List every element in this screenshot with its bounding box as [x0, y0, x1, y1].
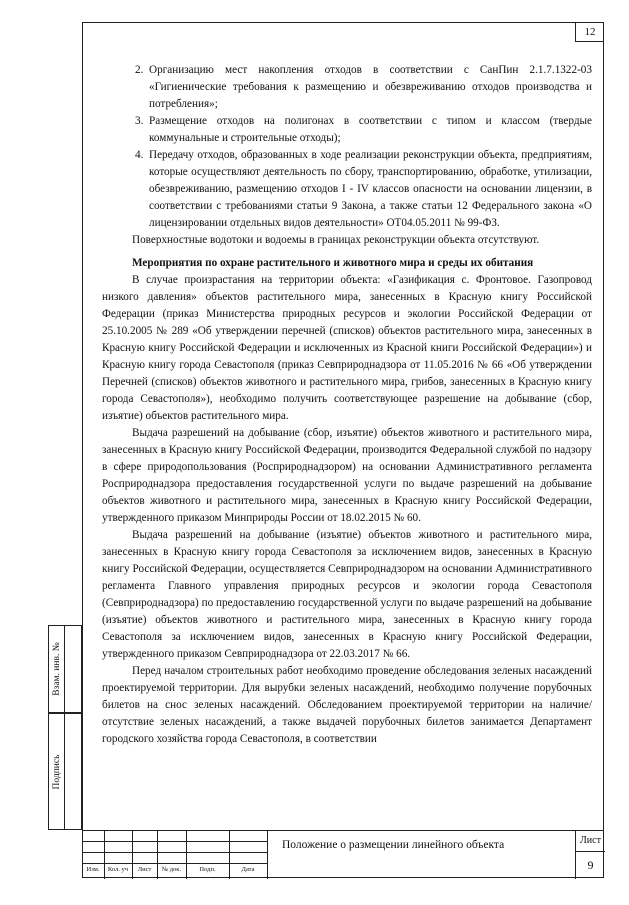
list-item: 3. Размещение отходов на полигонах в соответствии с типом и классом (твердые коммунальные и строительные отходы); [135, 115, 592, 144]
list-item: 4. Передачу отходов, образованных в ходе реализации реконструкции объекта, предприятиям, которые осуществляют деятельность по сбору, транспортированию, обработке, утилизации, обезвреживанию, размещению отходов I - IV классов опасности на основании лицензии, в соответствии с требованиями статьи 9 Закона, а также статьи 12 Федерального закона «О лицензировании отдельных видов деятельности» ОТ04.05.2011 № 99-ФЗ. [135, 149, 592, 229]
title-block [82, 830, 604, 879]
stamp-signature: Подпись [48, 713, 82, 830]
paragraph: В случае произрастания на территории объекта: «Газификация с. Фронтовое. Газопровод низкого давления» объектов растительного мира, занесенных в Красную книгу Российской Федерации (приказ Министерства природных ресурсов и экологии Российской Федерации от 25.10.2005 № 289 «Об утверждении перечней (списков) объектов растительного мира, занесенных в Красную книгу Российской Федерации и исключенных из Красной книги Российской Федерации») и Красную книгу города Севастополя (приказ Севприроднадзора от 11.05.2016 № 66 «Об утверждении Перечней (списков) объектов животного и растительного мира, грибов, занесенных в Красную книгу города Севастополя»), необходимо получить соответствующее разрешение на добывание (сбор, изъятие) объектов растительного мира. [102, 274, 592, 422]
paragraph: Выдача разрешений на добывание (сбор, изъятие) объектов животного и растительного мира, занесенных в Красную книгу Российской Федерации, производится Федеральной службой по надзору в сфере природопользования (Росприроднадзором) на основании Административного регламента Росприроднадзора предоставления государственной услуги по выдаче разрешений на добывание объектов животного и растительного мира, занесенных в Красную книгу Российской Федерации, утвержденного приказом Минприроды России от 18.02.2015 № 60. [102, 427, 592, 524]
stamp-inv-number: Взам. инв. № [48, 625, 82, 713]
sheet-cell: Лист 9 [575, 831, 605, 879]
document-body [102, 62, 592, 748]
sheet-number: 9 [587, 858, 594, 872]
revision-grid: Изм. Кол. уч Лист № док. Подп. Дата [82, 831, 268, 879]
paragraph-water: Поверхностные водотоки и водоемы в границах реконструкции объекта отсутствуют. [132, 234, 540, 246]
list-item: 2. Организацию мест накопления отходов в соответствии с СанПин 2.1.7.1322-03 «Гигиенические требования к размещению и обезвреживанию отходов производства и потребления»; [135, 64, 592, 110]
section-heading: Мероприятия по охране растительного и животного мира и среды их обитания [132, 257, 534, 269]
document-title: Положение о размещении линейного объекта [282, 839, 505, 851]
paragraph: Перед началом строительных работ необходимо проведение обследования зеленых насаждений проектируемой территории. Для вырубки зеленых насаждений, необходимо получение порубочных билетов на снос зеленых насаждений. Обследованием проектируемой территории на наличие/отсутствие зеленых насаждений, а также выдачей порубочных билетов занимается Департамент городского хозяйства города Севастополя, в соответствии [102, 665, 592, 745]
page-number: 12 [575, 23, 604, 42]
paragraph: Выдача разрешений на добывание (изъятие) объектов животного и растительного мира, занесенных в Красную книгу города Севастополя за исключением видов, занесенных в Красную книгу Российской Федерации, осуществляется Севприроднадзором на основании Административного регламента Главного управления природных ресурсов и экологии города Севастополя (Севприроднадзора) по предоставлению государственной услуги по выдаче разрешений на добывание (изъятие) объектов животного и растительного мира, занесенных в Красную книгу города Севастополя за исключением видов, занесенных в Красную книгу Российской Федерации, утвержденного приказом Севприроднадзора от 22.03.2017 № 66. [102, 529, 592, 660]
